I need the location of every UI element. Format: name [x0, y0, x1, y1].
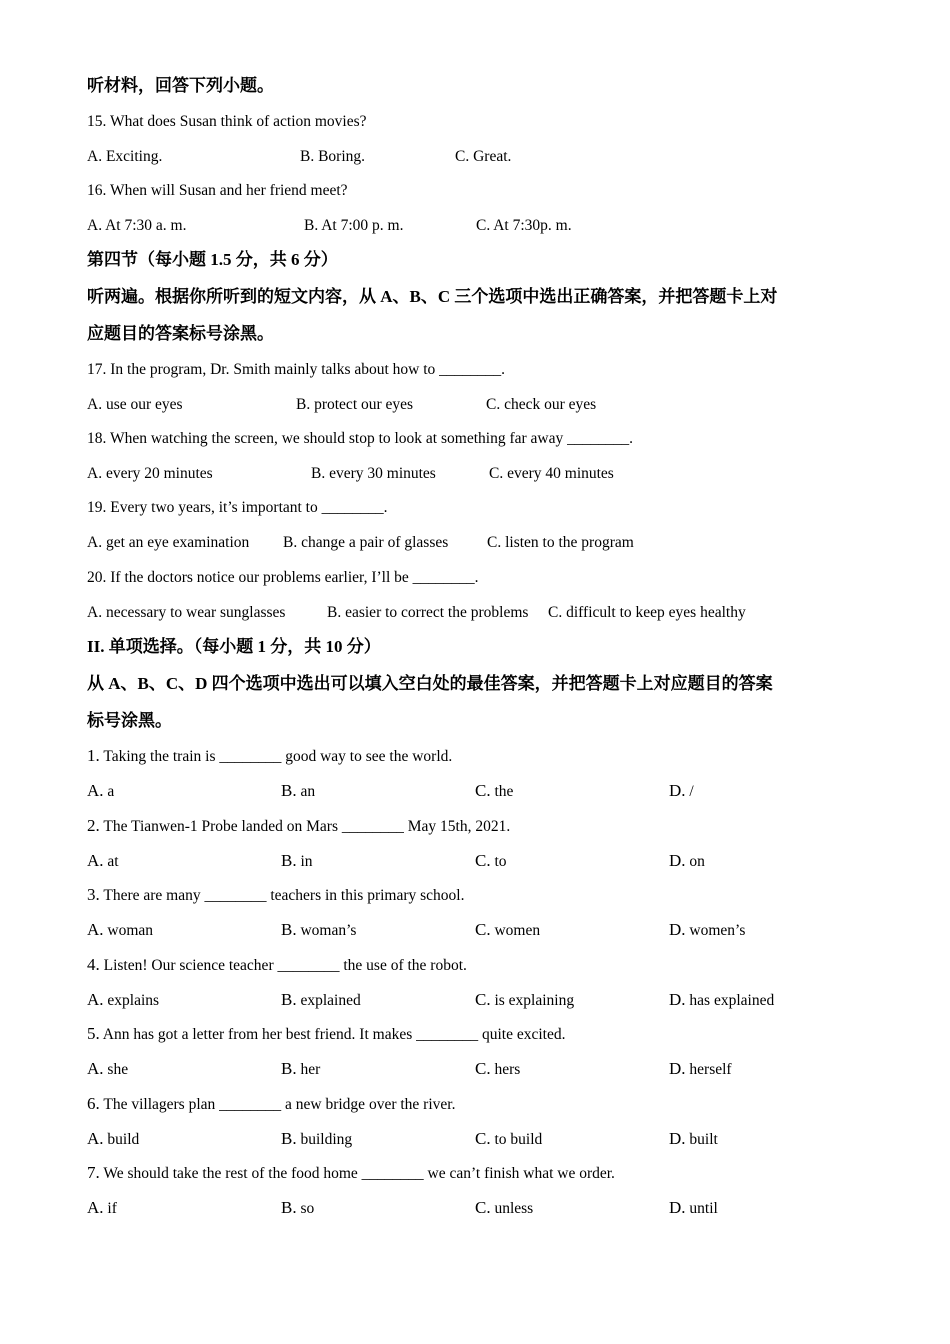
option-text: build — [107, 1131, 140, 1148]
option-text: at — [107, 853, 119, 870]
option-text: on — [689, 853, 705, 870]
option-letter: B. — [281, 1198, 297, 1217]
grammar-question-7 — [87, 1163, 615, 1184]
option-letter: B. — [281, 851, 297, 870]
q18-option-b: B. every 30 minutes — [311, 465, 436, 482]
question-19: 19. Every two years, it’s important to ________. — [87, 499, 388, 516]
option-letter: C. — [475, 1198, 491, 1217]
option-letter: C. — [475, 851, 491, 870]
option-text: herself — [689, 1061, 732, 1078]
option-letter: A. — [87, 990, 104, 1009]
option-text: an — [300, 783, 316, 800]
grammar-question-3 — [87, 885, 464, 906]
option-text: building — [300, 1131, 353, 1148]
g7-option-d — [669, 1198, 718, 1219]
option-letter: D. — [669, 920, 686, 939]
q20-option-a: A. necessary to wear sunglasses — [87, 604, 286, 621]
option-letter: A. — [87, 1129, 104, 1148]
g2-option-a — [87, 851, 119, 872]
option-text: to build — [494, 1131, 543, 1148]
g3-option-d — [669, 920, 745, 941]
listening-instruction: 听材料，回答下列小题。 — [87, 76, 274, 95]
q19-option-c: C. listen to the program — [487, 534, 634, 551]
option-letter: B. — [281, 1059, 297, 1078]
q15-option-c: C. Great. — [455, 148, 512, 165]
g6-option-b — [281, 1129, 352, 1150]
q16-option-c: C. At 7:30p. m. — [476, 217, 572, 234]
option-text: women — [494, 922, 541, 939]
grammar-instruction-line1: 从 A、B、C、D 四个选项中选出可以填入空白处的最佳答案，并把答题卡上对应题目的答案 — [87, 674, 773, 693]
question-text: There are many ________ teachers in this primary school. — [103, 887, 465, 904]
grammar-question-4 — [87, 955, 467, 976]
q15-option-a: A. Exciting. — [87, 148, 163, 165]
question-text: Taking the train is ________ good way to see the world. — [103, 748, 453, 765]
grammar-instruction-line2: 标号涂黑。 — [87, 711, 172, 730]
option-text: women’s — [689, 922, 746, 939]
section4-title: 第四节（每小题 1.5 分，共 6 分） — [87, 250, 338, 269]
option-text: unless — [494, 1200, 534, 1217]
option-letter: D. — [669, 1198, 686, 1217]
g3-option-b — [281, 920, 356, 941]
question-number: 1. — [87, 746, 100, 765]
question-text: Ann has got a letter from her best friend. It makes ________ quite excited. — [102, 1026, 566, 1043]
question-18: 18. When watching the screen, we should stop to look at something far away ________. — [87, 430, 633, 447]
q19-option-a: A. get an eye examination — [87, 534, 250, 551]
option-letter: A. — [87, 1198, 104, 1217]
g5-option-b — [281, 1059, 320, 1080]
option-letter: B. — [281, 1129, 297, 1148]
option-text: so — [300, 1200, 315, 1217]
option-letter: A. — [87, 851, 104, 870]
g6-option-c — [475, 1129, 542, 1150]
question-16: 16. When will Susan and her friend meet? — [87, 182, 348, 199]
option-text: a — [107, 783, 115, 800]
grammar-question-6 — [87, 1094, 455, 1115]
option-text: if — [107, 1200, 117, 1217]
grammar-question-5 — [87, 1024, 566, 1045]
option-text: / — [689, 783, 694, 800]
question-text: The Tianwen-1 Probe landed on Mars ________ May 15th, 2021. — [103, 818, 511, 835]
option-text: woman’s — [300, 922, 357, 939]
q19-option-b: B. change a pair of glasses — [283, 534, 449, 551]
g1-option-b — [281, 781, 315, 802]
question-number: 2. — [87, 816, 100, 835]
g5-option-c — [475, 1059, 520, 1080]
option-letter: B. — [281, 920, 297, 939]
question-number: 6. — [87, 1094, 100, 1113]
g3-option-c — [475, 920, 540, 941]
q17-option-a: A. use our eyes — [87, 396, 183, 413]
option-letter: C. — [475, 1129, 491, 1148]
option-text: explains — [107, 992, 160, 1009]
option-letter: B. — [281, 990, 297, 1009]
option-text: explained — [300, 992, 361, 1009]
q18-option-c: C. every 40 minutes — [489, 465, 614, 482]
section4-instruction-line2: 应题目的答案标号涂黑。 — [87, 324, 274, 343]
g4-option-b — [281, 990, 361, 1011]
section4-instruction-line1: 听两遍。根据你所听到的短文内容，从 A、B、C 三个选项中选出正确答案，并把答题卡上对 — [87, 287, 778, 306]
option-letter: C. — [475, 1059, 491, 1078]
option-text: in — [300, 853, 313, 870]
g7-option-c — [475, 1198, 533, 1219]
option-text: her — [300, 1061, 321, 1078]
grammar-question-2 — [87, 816, 510, 837]
option-letter: A. — [87, 781, 104, 800]
g5-option-a — [87, 1059, 128, 1080]
option-text: to — [494, 853, 507, 870]
grammar-question-1 — [87, 746, 452, 767]
q16-option-b: B. At 7:00 p. m. — [304, 217, 404, 234]
q17-option-b: B. protect our eyes — [296, 396, 414, 413]
option-letter: B. — [281, 781, 297, 800]
q17-option-c: C. check our eyes — [486, 396, 597, 413]
g1-option-d — [669, 781, 694, 802]
option-text: is explaining — [494, 992, 575, 1009]
g6-option-d — [669, 1129, 718, 1150]
option-letter: C. — [475, 920, 491, 939]
question-number: 7. — [87, 1163, 100, 1182]
g7-option-a — [87, 1198, 117, 1219]
grammar-title: II. 单项选择。（每小题 1 分，共 10 分） — [87, 637, 381, 656]
option-letter: A. — [87, 920, 104, 939]
q20-option-b: B. easier to correct the problems — [327, 604, 529, 621]
q20-option-c: C. difficult to keep eyes healthy — [548, 604, 746, 621]
option-letter: C. — [475, 781, 491, 800]
g3-option-a — [87, 920, 153, 941]
g4-option-c — [475, 990, 574, 1011]
g1-option-a — [87, 781, 114, 802]
g2-option-d — [669, 851, 705, 872]
question-text: The villagers plan ________ a new bridge over the river. — [103, 1096, 456, 1113]
option-letter: C. — [475, 990, 491, 1009]
question-text: We should take the rest of the food home ________ we can’t finish what we order. — [103, 1165, 615, 1182]
option-letter: A. — [87, 1059, 104, 1078]
option-letter: D. — [669, 781, 686, 800]
option-text: until — [689, 1200, 718, 1217]
question-17: 17. In the program, Dr. Smith mainly talks about how to ________. — [87, 361, 506, 378]
question-20: 20. If the doctors notice our problems earlier, I’ll be ________. — [87, 569, 479, 586]
question-15: 15. What does Susan think of action movies? — [87, 113, 367, 130]
question-number: 3. — [87, 885, 100, 904]
g1-option-c — [475, 781, 513, 802]
option-text: she — [107, 1061, 129, 1078]
g4-option-a — [87, 990, 159, 1011]
g7-option-b — [281, 1198, 314, 1219]
option-text: built — [689, 1131, 718, 1148]
question-number: 5. — [87, 1024, 100, 1043]
q18-option-a: A. every 20 minutes — [87, 465, 213, 482]
option-letter: D. — [669, 1129, 686, 1148]
question-number: 4. — [87, 955, 100, 974]
option-text: the — [494, 783, 514, 800]
g2-option-b — [281, 851, 313, 872]
q15-option-b: B. Boring. — [300, 148, 366, 165]
g5-option-d — [669, 1059, 732, 1080]
option-letter: D. — [669, 990, 686, 1009]
option-letter: D. — [669, 851, 686, 870]
option-text: woman — [107, 922, 154, 939]
option-text: has explained — [689, 992, 775, 1009]
g6-option-a — [87, 1129, 139, 1150]
option-letter: D. — [669, 1059, 686, 1078]
option-text: hers — [494, 1061, 521, 1078]
g4-option-d — [669, 990, 774, 1011]
g2-option-c — [475, 851, 507, 872]
q16-option-a: A. At 7:30 a. m. — [87, 217, 187, 234]
question-text: Listen! Our science teacher ________ the use of the robot. — [103, 957, 467, 974]
